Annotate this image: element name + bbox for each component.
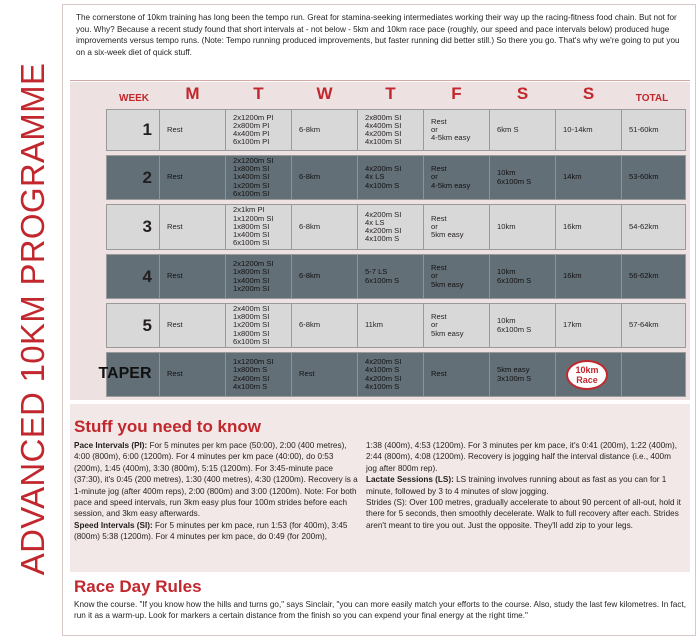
column-divider xyxy=(291,255,292,298)
column-divider xyxy=(159,110,160,150)
programme-title: ADVANCED 10KM PROGRAMME xyxy=(14,62,51,576)
cell-saturday: 10km xyxy=(497,221,516,231)
pi-text: For 5 minutes per km pace (50:00), 2:00 (400 metres), 4:00 (800m), 6:00 (1200m). For 4 minutes per km pace (40:00), do 0:53 (200m), 1:45 (400m), 3:30 (800m), 5:15 (1200m). For 3:45-minute pace (37:30), it's 0:45 (200 metres), 1:30 (400 metres), 4:30 (1200m). Recovery is a 1-minute jog (after 400m reps), 2:00 (800m) and 3:00 (1200m). Note: For both pace and speed intervals, run 3km easy plus four 100m strides before each session, and 3km easy afterwards. xyxy=(74,441,358,519)
cell-friday: Rest or 5km easy xyxy=(431,213,464,240)
stuff-left-column xyxy=(74,440,358,543)
week-number: 5 xyxy=(142,316,152,335)
cell-wednesday: 6-8km xyxy=(299,124,321,134)
cell-total: 57-64km xyxy=(629,320,659,330)
column-divider xyxy=(423,110,424,150)
header-friday: F xyxy=(451,84,462,103)
si-text: For 5 minutes per km pace, run 1:53 (for 400m), 3:45 (800m) 5:38 (1200m). For 4 minutes per km pace, do 0:49 (for 200m), xyxy=(74,520,348,542)
column-divider xyxy=(357,110,358,150)
race-day-badge: 10km Race xyxy=(566,360,608,390)
column-divider xyxy=(225,110,226,150)
cell-saturday: 5km easy 3x100m S xyxy=(497,365,532,383)
column-divider xyxy=(423,255,424,298)
column-divider xyxy=(357,205,358,249)
cell-friday: Rest xyxy=(431,369,447,379)
cell-thursday: 11km xyxy=(365,320,384,330)
cell-tuesday: 2x1200m PI 2x800m PI 4x400m PI 6x100m PI xyxy=(233,112,274,147)
cell-saturday: 10km 6x100m S xyxy=(497,168,532,186)
column-divider xyxy=(225,353,226,396)
cell-total: 54-62km xyxy=(629,221,659,231)
header-monday: M xyxy=(185,84,200,103)
pi-label: Pace Intervals (PI): xyxy=(74,441,148,450)
column-divider xyxy=(291,156,292,199)
column-divider xyxy=(159,156,160,199)
column-divider xyxy=(621,156,622,199)
cell-sunday: 14km xyxy=(563,172,582,182)
column-divider xyxy=(159,353,160,396)
header-saturday: S xyxy=(516,84,529,103)
column-divider xyxy=(423,353,424,396)
cell-tuesday: 2x1km PI 1x1200m SI 1x800m SI 1x400m SI 6x100m SI xyxy=(233,205,274,248)
table-row xyxy=(106,155,686,200)
cell-total: 51-60km xyxy=(629,124,659,134)
cell-thursday: 4x200m SI 4x LS 4x200m SI 4x100m S xyxy=(365,209,402,244)
cell-thursday: 2x800m SI 4x400m SI 4x200m SI 4x100m SI xyxy=(365,112,402,147)
cell-monday: Rest xyxy=(167,271,183,281)
cell-saturday: 10km 6x100m S xyxy=(497,316,532,334)
column-divider xyxy=(357,255,358,298)
column-divider xyxy=(555,255,556,298)
column-divider xyxy=(621,205,622,249)
header-total: TOTAL xyxy=(635,93,669,104)
title-band xyxy=(4,4,62,634)
cell-wednesday: 6-8km xyxy=(299,320,321,330)
cell-monday: Rest xyxy=(167,369,183,379)
cell-wednesday: 6-8km xyxy=(299,172,321,182)
column-divider xyxy=(159,255,160,298)
header-thursday: T xyxy=(385,84,396,103)
cell-sunday: 17km xyxy=(563,320,582,330)
header-wednesday: W xyxy=(316,84,333,103)
cell-monday: Rest xyxy=(167,221,183,231)
ls-label: Lactate Sessions (LS): xyxy=(366,475,454,485)
column-divider xyxy=(423,304,424,347)
column-divider xyxy=(621,304,622,347)
column-divider xyxy=(489,353,490,396)
column-divider xyxy=(489,304,490,347)
stuff-title: Stuff you need to know xyxy=(74,417,261,436)
column-divider xyxy=(159,205,160,249)
cell-thursday: 5-7 LS 6x100m S xyxy=(365,267,400,285)
cell-saturday: 6km S xyxy=(497,124,519,134)
column-divider xyxy=(489,156,490,199)
column-divider xyxy=(423,205,424,249)
cell-tuesday: 2x400m SI 1x800m SI 1x200m SI 1x800m SI 6x100m SI xyxy=(233,303,270,346)
cell-total: 56-62km xyxy=(629,271,659,281)
cell-wednesday: Rest xyxy=(299,369,315,379)
column-divider xyxy=(225,205,226,249)
cell-friday: Rest or 4-5km easy xyxy=(431,164,471,190)
cell-friday: Rest or 4-5km easy xyxy=(431,116,471,143)
column-divider xyxy=(291,205,292,249)
column-divider xyxy=(225,304,226,347)
column-divider xyxy=(555,110,556,150)
cell-sunday: 16km xyxy=(563,221,582,231)
column-divider xyxy=(621,110,622,150)
column-divider xyxy=(291,304,292,347)
race-day-text: Know the course. "If you know how the hills and turns go," says Sinclair, "you can more easily match your efforts to the course. Also, study the last few kilometres. In fact, run it as a warm-up. Look for markers a certain distance from the finish so you can expend your final energy at the right time." xyxy=(74,600,687,621)
week-number: 3 xyxy=(142,217,152,236)
cell-total: 53-60km xyxy=(629,172,659,182)
cell-thursday: 4x200m SI 4x100m S 4x200m SI 4x100m S xyxy=(365,357,402,391)
table-row xyxy=(106,303,686,348)
column-divider xyxy=(555,353,556,396)
week-number: 2 xyxy=(142,168,152,187)
cell-wednesday: 6-8km xyxy=(299,271,321,281)
column-divider xyxy=(555,156,556,199)
cell-sunday: 16km xyxy=(563,271,582,281)
si-text-continued: 1:38 (400m), 4:53 (1200m). For 3 minutes per km pace, it's 0:41 (200m), 1:22 (400m), 2:44 (800m), 4:08 (1200m). Recovery is jogging half the interval distance (i.e., 400m jog after 800m rep). xyxy=(366,441,678,473)
cell-friday: Rest or 5km easy xyxy=(431,312,464,338)
column-divider xyxy=(291,110,292,150)
intro-paragraph: The cornerstone of 10km training has long been the tempo run. Great for stamina-seeking intermediates working their way up the racing-fitness food chain. But not for you. Why? Because a recent study found that short intervals at - not below - 5km and 10km race pace (roughly, our speed and pace intervals below) produced huge improvements versus tempo runs. (Note: Tempo running produced improvements, but faster running did better still.) So there you go. That's why we're going to put you on a six-week diet of quick stuff. xyxy=(76,13,680,57)
column-divider xyxy=(555,205,556,249)
cell-saturday: 10km 6x100m S xyxy=(497,267,532,285)
cell-thursday: 4x200m SI 4x LS 4x100m S xyxy=(365,164,402,190)
cell-sunday: 10-14km xyxy=(563,124,593,134)
cell-tuesday: 2x1200m SI 1x800m SI 1x400m SI 1x200m SI 6x100m SI xyxy=(233,155,274,198)
cell-monday: Rest xyxy=(167,124,183,134)
taper-label: TAPER xyxy=(98,365,152,382)
column-divider xyxy=(489,255,490,298)
column-divider xyxy=(225,255,226,298)
header-tuesday: T xyxy=(253,84,264,103)
column-divider xyxy=(621,353,622,396)
column-divider xyxy=(159,304,160,347)
column-divider xyxy=(357,304,358,347)
cell-total xyxy=(629,353,687,396)
column-divider xyxy=(357,156,358,199)
divider xyxy=(70,80,690,81)
week-number: 1 xyxy=(142,120,152,139)
cell-monday: Rest xyxy=(167,320,183,330)
cell-tuesday: 1x1200m SI 1x800m S 2x400m SI 4x100m S xyxy=(233,357,274,391)
header-sunday: S xyxy=(582,84,595,103)
week-number: 4 xyxy=(142,267,152,286)
table-row xyxy=(106,254,686,299)
cell-wednesday: 6-8km xyxy=(299,221,321,231)
ls-text: LS training involves running about as fast as you can for 1 minute, followed by 3 to 4 minutes of slow jogging. xyxy=(366,475,667,496)
cell-friday: Rest or 5km easy xyxy=(431,263,464,289)
column-divider xyxy=(357,353,358,396)
column-divider xyxy=(225,156,226,199)
column-divider xyxy=(621,255,622,298)
header-week: WEEK xyxy=(119,93,149,104)
strides-text: Strides (S): Over 100 metres, gradually accelerate to about 90 percent of all-out, hold it there for 5 seconds, then smoothly decelerate. Walk to full recovery after each. Strides aren't meant to tire you out. Just the opposite. They'll add zip to your legs. xyxy=(366,498,681,530)
race-day-title: Race Day Rules xyxy=(74,577,202,596)
cell-monday: Rest xyxy=(167,172,183,182)
column-divider xyxy=(489,205,490,249)
column-divider xyxy=(423,156,424,199)
stuff-right-column xyxy=(366,440,684,531)
column-divider xyxy=(555,304,556,347)
column-divider xyxy=(291,353,292,396)
cell-tuesday: 2x1200m SI 1x800m SI 1x400m SI 1x200m SI xyxy=(233,259,274,293)
table-row xyxy=(106,109,686,151)
column-divider xyxy=(489,110,490,150)
vertical-title xyxy=(4,4,62,634)
si-label: Speed Intervals (SI): xyxy=(74,520,153,530)
table-row xyxy=(106,204,686,250)
